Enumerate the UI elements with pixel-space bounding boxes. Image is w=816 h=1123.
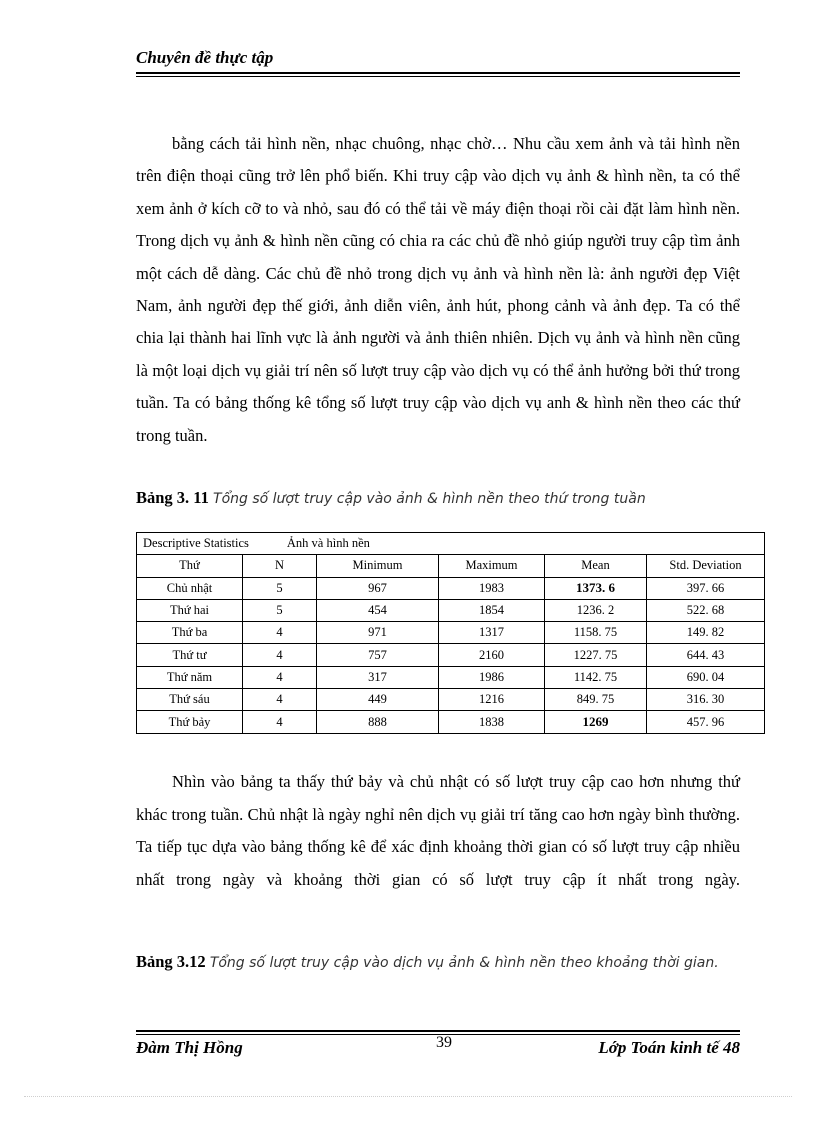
table-row	[137, 666, 765, 688]
table-cell: Thứ hai	[137, 599, 243, 621]
table-cell: Chủ nhật	[137, 577, 243, 599]
table-cell: 4	[243, 622, 317, 644]
table-caption-3-11	[136, 485, 740, 512]
table-cell: 971	[317, 622, 439, 644]
table-caption-3-12	[136, 946, 740, 979]
caption-number: Bảng 3. 11	[136, 488, 209, 507]
caption-text: Tổng số lượt truy cập vào ảnh & hình nền theo thứ trong tuần	[213, 491, 646, 507]
table-cell: 1986	[439, 666, 545, 688]
column-header: Thứ	[137, 555, 243, 577]
table-row	[137, 689, 765, 711]
footer-class: Lớp Toán kinh tế 48	[598, 1038, 740, 1057]
table-cell: Thứ năm	[137, 666, 243, 688]
table-cell: 849. 75	[545, 689, 647, 711]
table-cell: 1269	[545, 711, 647, 733]
table-title-row	[137, 533, 765, 555]
table-row	[137, 599, 765, 621]
paragraph-analysis: Nhìn vào bảng ta thấy thứ bảy và chủ nhật có số lượt truy cập cao hơn nhưng thứ khác trong tuần. Chủ nhật là ngày nghỉ nên dịch vụ giải trí tăng cao hơn ngày bình thường. Ta tiếp tục dựa vào bảng thống kê để xác định khoảng thời gian có số lượt truy cập nhiều nhất trong ngày và khoảng thời gian có số lượt truy cập ít nhất trong ngày.	[136, 772, 740, 889]
table-cell: 149. 82	[647, 622, 765, 644]
table-row	[137, 622, 765, 644]
table-cell: 690. 04	[647, 666, 765, 688]
page-bottom-edge	[24, 1096, 792, 1097]
column-header: Minimum	[317, 555, 439, 577]
table-cell: 1838	[439, 711, 545, 733]
table-cell: 317	[317, 666, 439, 688]
table-cell: 1142. 75	[545, 666, 647, 688]
page-number: 39	[436, 1034, 452, 1051]
table-cell: 449	[317, 689, 439, 711]
footer-rule	[136, 1030, 740, 1032]
table-cell: 522. 68	[647, 599, 765, 621]
table-cell: 457. 96	[647, 711, 765, 733]
column-header: Maximum	[439, 555, 545, 577]
table-cell: 4	[243, 644, 317, 666]
table-cell: 454	[317, 599, 439, 621]
table-cell: 2160	[439, 644, 545, 666]
footer-author: Đàm Thị Hồng	[136, 1038, 243, 1057]
table-header-row	[137, 555, 765, 577]
table-cell: 1227. 75	[545, 644, 647, 666]
table-cell: Thứ tư	[137, 644, 243, 666]
table-cell: 888	[317, 711, 439, 733]
table-cell: 1317	[439, 622, 545, 644]
table-cell: 5	[243, 599, 317, 621]
table-cell: 1216	[439, 689, 545, 711]
table-cell: 316. 30	[647, 689, 765, 711]
paragraph-intro: bằng cách tải hình nền, nhạc chuông, nhạc chờ… Nhu cầu xem ảnh và tải hình nền trên điện thoại cũng trở lên phổ biến. Khi truy cập vào dịch vụ ảnh & hình nền, ta có thể xem ảnh ở kích cỡ to và nhỏ, sau đó có thể tải về máy điện thoại rồi cài đặt làm hình nền. Trong dịch vụ ảnh & hình nền cũng có chia ra các chủ đề nhỏ giúp người truy cập tìm ảnh một cách dễ dàng. Các chủ đề nhỏ trong dịch vụ ảnh và hình nền là: ảnh người đẹp Việt Nam, ảnh người đẹp thế giới, ảnh diễn viên, ảnh hút, phong cảnh và ảnh đẹp. Ta có thể chia lại thành hai lĩnh vực là ảnh người và ảnh thiên nhiên. Dịch vụ ảnh và hình nền cũng là một loại dịch vụ giải trí nên số lượt truy cập vào dịch vụ có thể ảnh hưởng bởi thứ trong tuần. Ta có bảng thống kê tổng số lượt truy cập vào dịch vụ anh & hình nền theo các thứ trong tuần.	[136, 134, 740, 445]
table-title-cell	[137, 533, 765, 555]
caption-text: Tổng số lượt truy cập vào dịch vụ ảnh & hình nền theo khoảng thời gian.	[209, 955, 719, 971]
header-title: Chuyên đề thực tập	[136, 48, 274, 67]
table-row	[137, 577, 765, 599]
table-cell: 4	[243, 689, 317, 711]
table-title: Descriptive Statistics	[143, 536, 249, 551]
table-cell: 1236. 2	[545, 599, 647, 621]
table-row	[137, 644, 765, 666]
table-row	[137, 711, 765, 733]
caption-number: Bảng 3.12	[136, 952, 206, 971]
table-cell: 644. 43	[647, 644, 765, 666]
table-cell: 967	[317, 577, 439, 599]
table-cell: 757	[317, 644, 439, 666]
table-cell: 1854	[439, 599, 545, 621]
table-cell: Thứ sáu	[137, 689, 243, 711]
table-cell: Thứ bảy	[137, 711, 243, 733]
table-cell: 397. 66	[647, 577, 765, 599]
header-rule	[136, 72, 740, 74]
table-cell: 1373. 6	[545, 577, 647, 599]
table-cell: 5	[243, 577, 317, 599]
table-cell: 4	[243, 666, 317, 688]
table-cell: Thứ ba	[137, 622, 243, 644]
column-header: N	[243, 555, 317, 577]
table-subtitle: Ảnh và hình nền	[286, 536, 370, 551]
header-rule-thin	[136, 76, 740, 77]
table-cell: 1983	[439, 577, 545, 599]
column-header: Std. Deviation	[647, 555, 765, 577]
column-header: Mean	[545, 555, 647, 577]
table-cell: 4	[243, 711, 317, 733]
table-cell: 1158. 75	[545, 622, 647, 644]
statistics-table	[136, 532, 765, 734]
